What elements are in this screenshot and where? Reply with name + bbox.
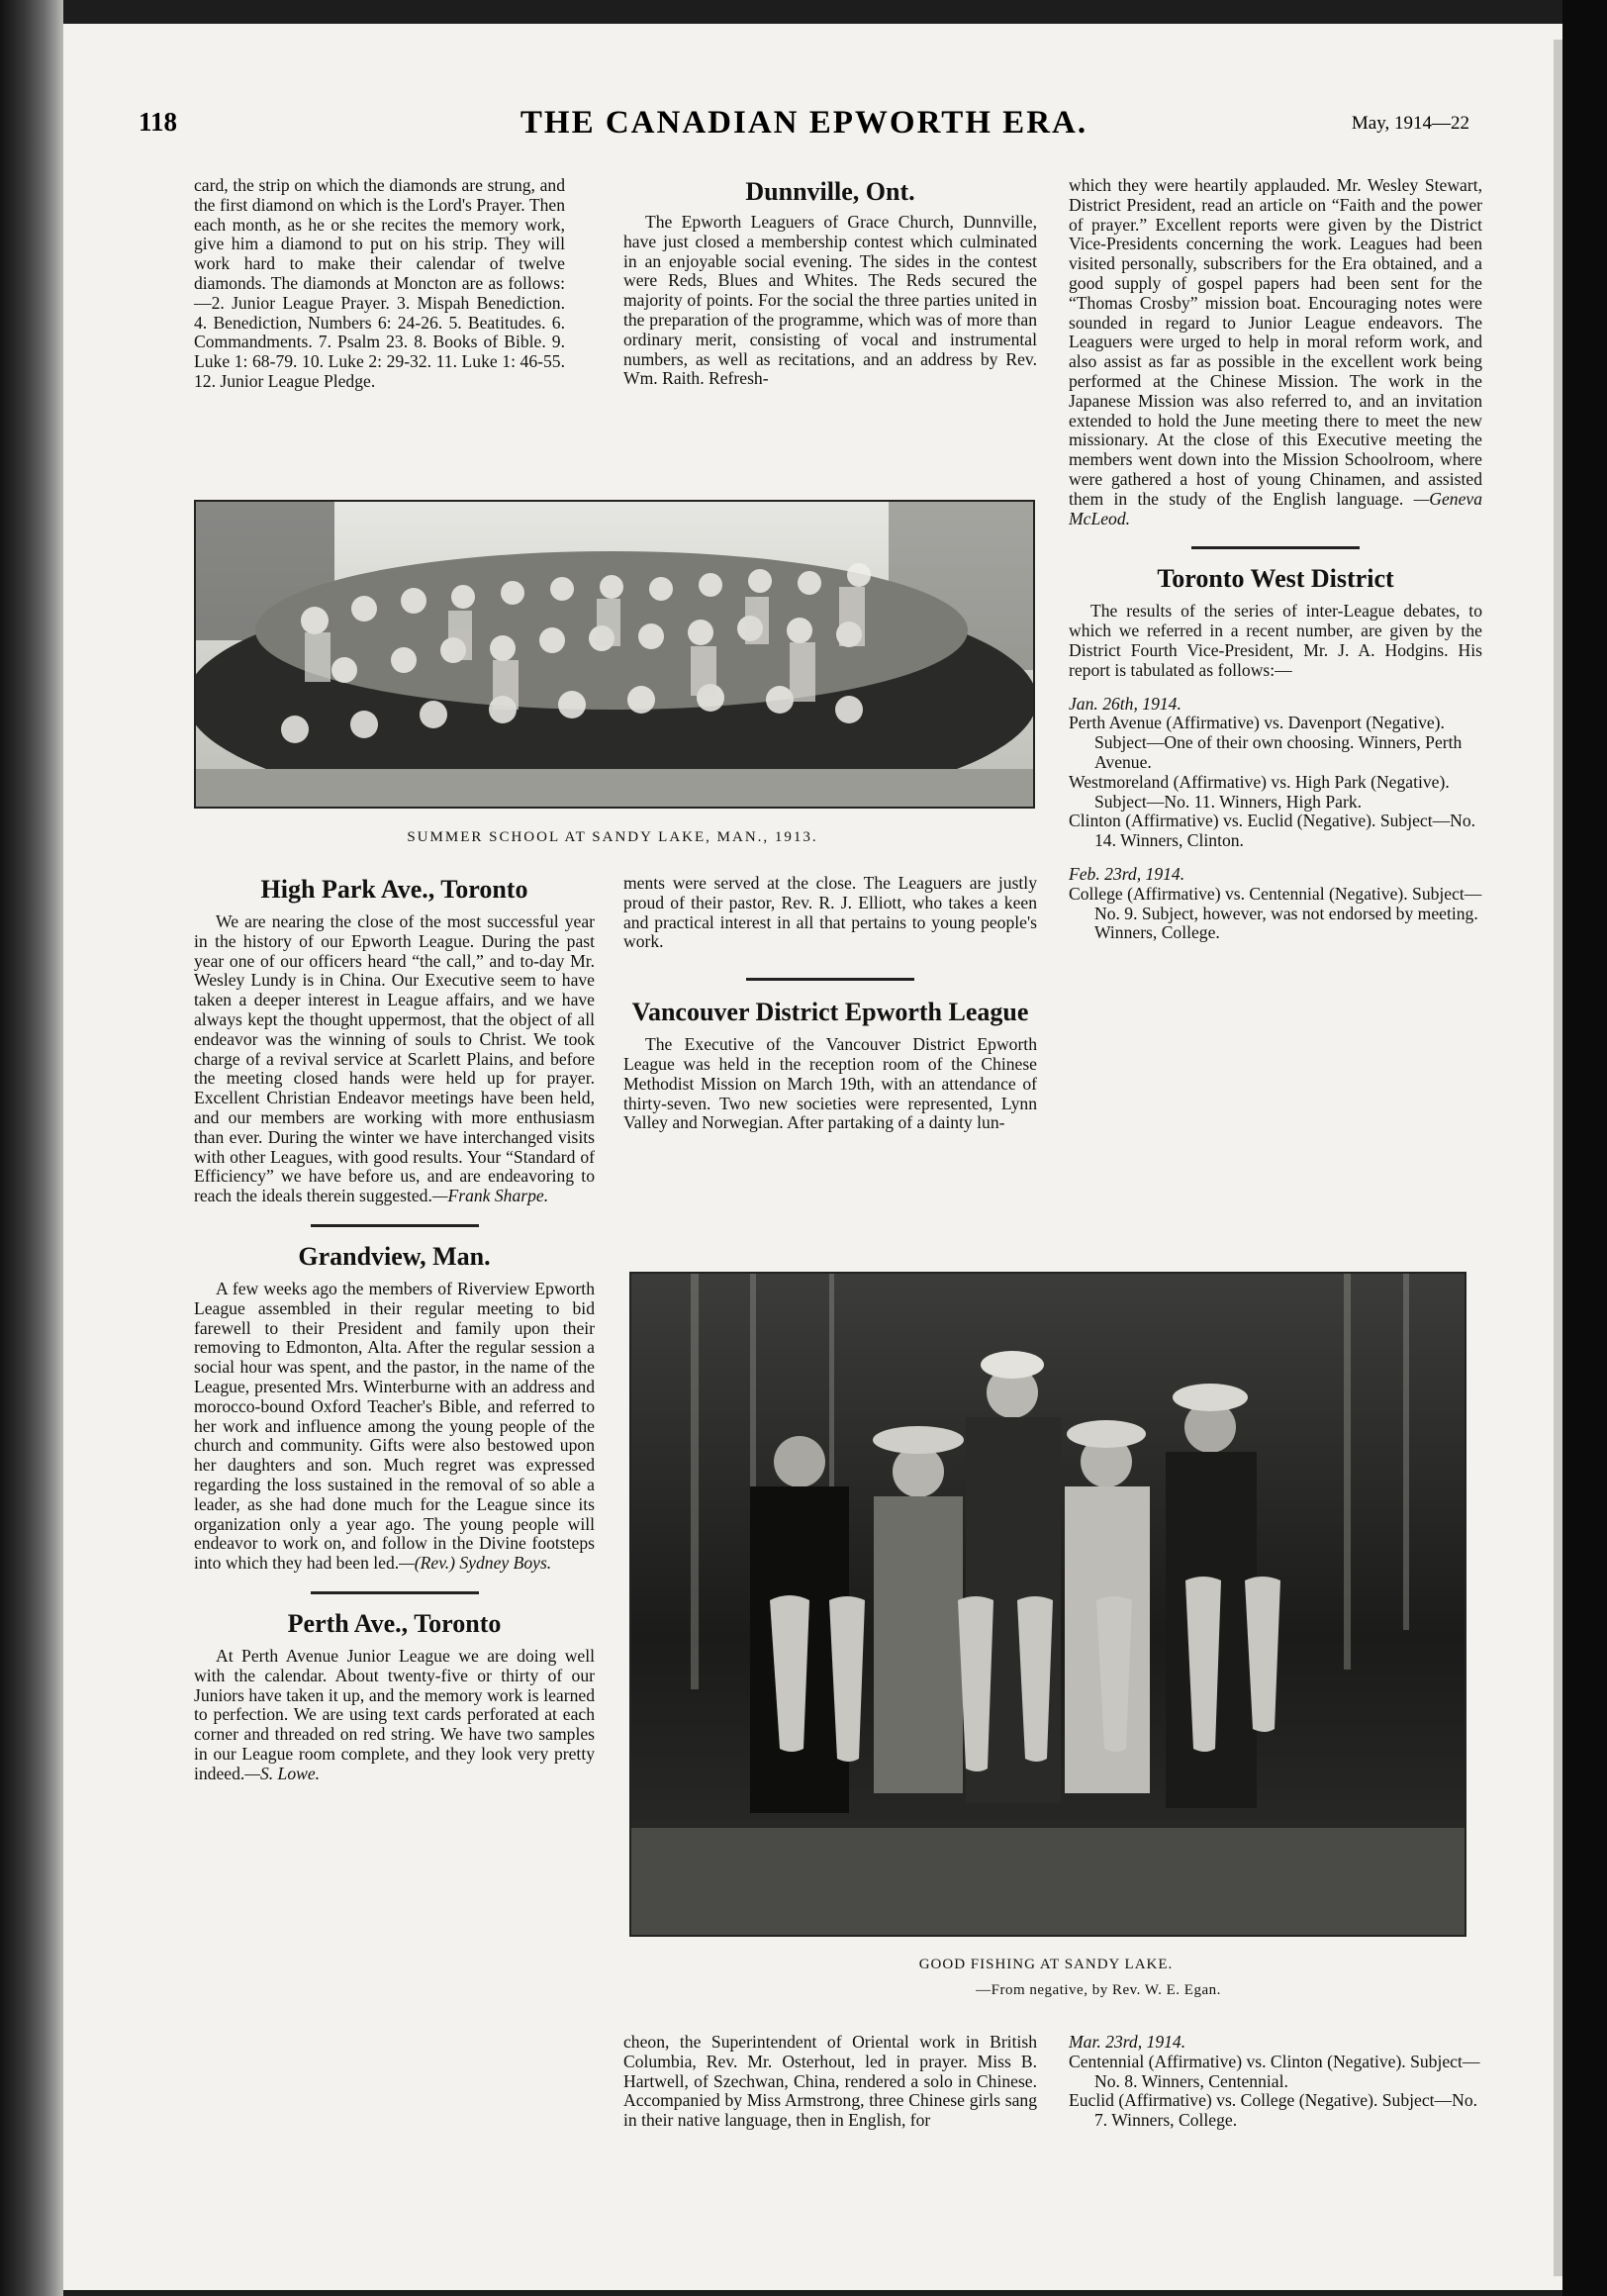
magazine-title: THE CANADIAN EPWORTH ERA.	[520, 105, 1088, 141]
summer-school-caption: SUMMER SCHOOL AT SANDY LAKE, MAN., 1913.	[407, 829, 818, 845]
high-park-body: We are nearing the close of the most successful year in the history of our Epworth League. During the past year one of our officers heard “the call,” and to-day Mr. Wesley Lundy is in China. Our Executive seem to have taken a deeper interest in League affairs, and we have always kept the thought uppermost, that the object of all endeavor was the winning of souls to Christ. We took charge of a revival service at Scarlett Plains, and before the meeting closed hands were held up for prayer. Excellent Christian Endeavor meetings have been held, and our members are working with more enthusiasm than ever. During the winter we have interchanged visits with other Leagues, with good results. Your “Standard of Efficiency” we have before us, and are endeavoring to reach the ideals therein suggested.—Frank Sharpe.	[194, 911, 595, 1206]
section-divider	[311, 1591, 479, 1594]
dunnville-continued: ments were served at the close. The Leaguers are justly proud of their pastor, Rev. R. J. Elliott, who takes a keen and practical interest in all that pertains to young people's work.	[623, 873, 1037, 952]
debate-date-3: Mar. 23rd, 1914.	[1069, 2032, 1186, 2052]
issue-date: May, 1914—22	[1351, 113, 1469, 134]
grandview-heading: Grandview, Man.	[298, 1241, 491, 1271]
toronto-west-continued	[1069, 2033, 1482, 2131]
debate-entry: Perth Avenue (Affirmative) vs. Davenport (Negative). Subject—One of their own choosing. Winners, Perth Avenue.	[1069, 713, 1463, 772]
vancouver-continued-body: which they were heartily applauded. Mr. Wesley Stewart, District President, read an article on “Faith and the power of prayer.” Excellent reports were given by the District Vice-Presidents concerning the work. Leagues had been visited personally, subscribers for the Era obtained, and a good supply of gospel papers had been sent for the “Thomas Crosby” mission boat. Encouraging notes were sounded in regard to Junior League endeavors. The Leaguers were urged to help in moral reform work, and also assist as far as possible in the excellent work being performed at the Chinese Mission. The work in the Japanese Mission was also referred to, and an invitation extended to hold the June meeting there to meet the new missionary. At the close of this Executive meeting the members went down into the Mission Schoolroom, where were gathered a host of young Chinamen, and assisted them in the study of the English language. —Geneva McLeod.	[1069, 175, 1482, 528]
calendar-continued-text: card, the strip on which the diamonds are strung, and the first diamond on which is the Lord's Prayer. Then each month, as he or she recites the memory work, give him a diamond to put on his strip. They will work hard to make their calendar of twelve diamonds. The diamonds at Moncton are as follows:—2. Junior League Prayer. 3. Mispah Benediction. 4. Benediction, Numbers 6: 24-26. 5. Beatitudes. 6. Commandments. 7. Psalm 23. 8. Books of Bible. 9. Luke 1: 68-79. 10. Luke 2: 29-32. 11. Luke 1: 46-55. 12. Junior League Pledge.	[194, 175, 565, 391]
col1-articles	[194, 874, 595, 1783]
dunnville-heading: Dunnville, Ont.	[745, 177, 915, 206]
section-divider	[311, 1224, 479, 1227]
col2-mid	[623, 874, 1037, 1133]
grandview-body: A few weeks ago the members of Riverview Epworth League assembled in their regular meeting to bid farewell to their President and family upon their removing to Edmonton, Alta. After the regular session a social hour was spent, and the pastor, in the name of the League, presented Mrs. Winterburne with an address and morocco-bound Oxford Teacher's Bible, and referred to her work and influence among the young people of the church and community. Gifts were also bestowed upon her daughters and son. Much regret was expressed regarding the loss sustained in the removal of so able a leader, as she had done much for the League since its organization only a year ago. The young people will endeavor to work on, and follow in the Divine footsteps into which they had been led.—(Rev.) Sydney Boys.	[194, 1278, 595, 1574]
toronto-west-intro: The results of the series of inter-League debates, to which we referred in a recent number, are given by the District Fourth Vice-President, Mr. J. A. Hodgins. His report is tabulated as follows:—	[1069, 601, 1482, 680]
fishing-photo-image	[631, 1274, 1465, 1935]
boys-signature: —(Rev.) Sydney Boys.	[399, 1553, 552, 1574]
toronto-west-heading: Toronto West District	[1157, 564, 1394, 594]
debate-entry: Euclid (Affirmative) vs. College (Negative). Subject—No. 7. Winners, College.	[1069, 2090, 1478, 2131]
running-header	[139, 99, 1469, 148]
dunnville-body: The Epworth Leaguers of Grace Church, Dunnville, have just closed a membership contest which culminated in an enjoyable social evening. The sides in the contest were Reds, Blues and Whites. The Reds secured the majority of points. For the social the three parties united in the preparation of the programme, which was of more than ordinary merit, consisting of vocal and instrumental numbers, as well as recitations, and an address by Rev. Wm. Raith. Refresh-	[623, 212, 1037, 389]
lowe-signature: —S. Lowe.	[244, 1763, 321, 1783]
group-photo-image	[196, 502, 1033, 807]
debate-entry: College (Affirmative) vs. Centennial (Negative). Subject—No. 9. Subject, however, was not endorsed by meeting. Winners, College.	[1069, 883, 1482, 943]
debate-entry: Westmoreland (Affirmative) vs. High Park (Negative). Subject—No. 11. Winners, High Park.	[1069, 771, 1450, 812]
mcleod-signature: —Geneva McLeod.	[1069, 488, 1482, 528]
vancouver-article-continued	[1069, 176, 1482, 943]
vancouver-heading: Vancouver District Epworth League	[631, 998, 1029, 1027]
book-spine-left	[0, 0, 63, 2296]
fishing-photo	[629, 1272, 1466, 1937]
col1-top	[194, 176, 565, 392]
debate-date-1: Jan. 26th, 1914.	[1069, 693, 1182, 714]
fish-strings	[770, 1577, 1280, 1771]
debate-entry: Centennial (Affirmative) vs. Clinton (Negative). Subject—No. 8. Winners, Centennial.	[1069, 2051, 1480, 2091]
page-number: 118	[139, 107, 178, 137]
vancouver-continued-text: cheon, the Superintendent of Oriental work in British Columbia, Rev. Mr. Osterhout, led in prayer. Miss B. Hartwell, of Szechwan, China, rendered a solo in Chinese. Accompanied by Miss Armstrong, three Chinese girls sang in their native language, then in English, for	[623, 2032, 1037, 2131]
scan-border-right	[1562, 0, 1607, 2296]
section-divider	[1191, 546, 1360, 549]
high-park-heading: High Park Ave., Toronto	[260, 875, 528, 904]
fishing-caption: GOOD FISHING AT SANDY LAKE.	[918, 1957, 1174, 1972]
perth-body: At Perth Avenue Junior League we are doing well with the calendar. About twenty-five or thirty of our Juniors have taken it up, and the memory work is learned to perfection. We are using text cards perforated at each corner and threaded on red string. We have two samples in our League room complete, and they look very pretty indeed.—S. Lowe.	[194, 1645, 595, 1783]
perth-heading: Perth Ave., Toronto	[287, 1608, 502, 1638]
sharpe-signature: —Frank Sharpe.	[431, 1186, 549, 1206]
vancouver-body: The Executive of the Vancouver District Epworth League was held in the reception room of the Chinese Methodist Mission on March 19th, with an attendance of thirty-seven. Two new societies were represented, Lynn Valley and Norwegian. After partaking of a dainty lun-	[623, 1034, 1037, 1133]
section-divider	[746, 978, 914, 981]
summer-school-photo	[194, 500, 1035, 809]
debate-entry: Clinton (Affirmative) vs. Euclid (Negative). Subject—No. 14. Winners, Clinton.	[1069, 811, 1476, 851]
dunnville-article	[623, 176, 1037, 389]
debate-date-2: Feb. 23rd, 1914.	[1069, 863, 1185, 884]
page-edge	[1554, 40, 1562, 2276]
vancouver-continued-bottom	[623, 2033, 1037, 2131]
fishing-credit: —From negative, by Rev. W. E. Egan.	[976, 1982, 1221, 1998]
